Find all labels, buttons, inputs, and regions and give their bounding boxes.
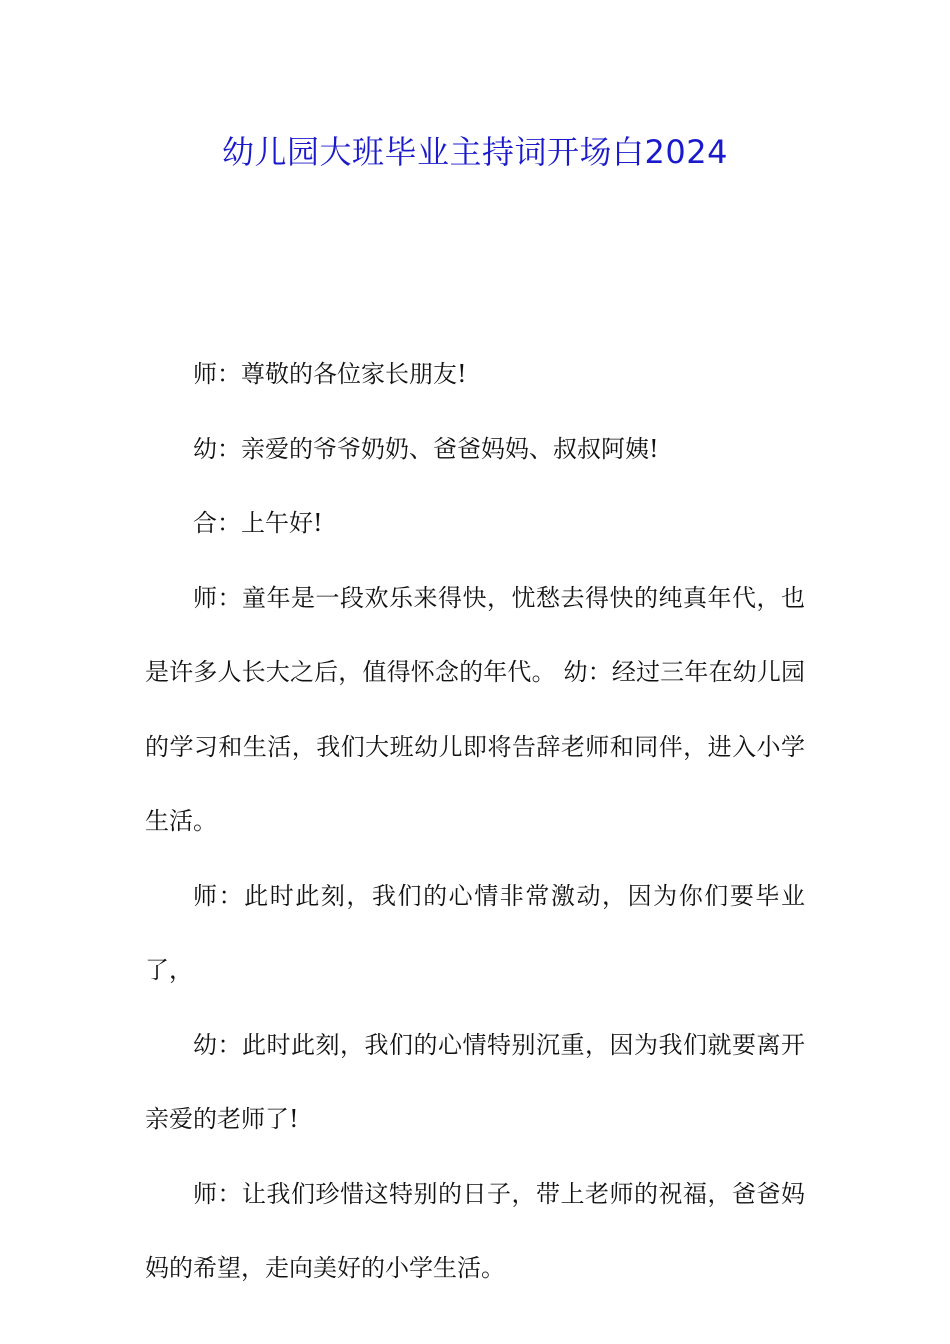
document-body (145, 337, 805, 1306)
paragraph-child-emotion: 幼：此时此刻，我们的心情特别沉重，因为我们就要离开亲爱的老师了! (145, 1030, 805, 1133)
paragraph-closing: 师：让我们珍惜这特别的日子，带上老师的祝福，爸爸妈妈的希望，走向美好的小学生活。 (145, 1179, 805, 1282)
document-title: 幼儿园大班毕业主持词开场白2024 (222, 133, 728, 171)
paragraph-child-greeting: 幼：亲爱的爷爷奶奶、爸爸妈妈、叔叔阿姨! (193, 434, 659, 463)
paragraph-teacher-emotion: 师：此时此刻，我们的心情非常激动，因为你们要毕业了， (145, 881, 805, 984)
paragraph-together-greeting: 合：上午好! (193, 509, 323, 537)
paragraph-childhood: 师：童年是一段欢乐来得快，忧愁去得快的纯真年代，也是许多人长大之后，值得怀念的年代。 幼：经过三年在幼儿园的学习和生活，我们大班幼儿即将告辞老师和同伴，进入小学生活。 (145, 583, 805, 835)
paragraph-teacher-greeting: 师：尊敬的各位家长朋友! (193, 360, 467, 388)
